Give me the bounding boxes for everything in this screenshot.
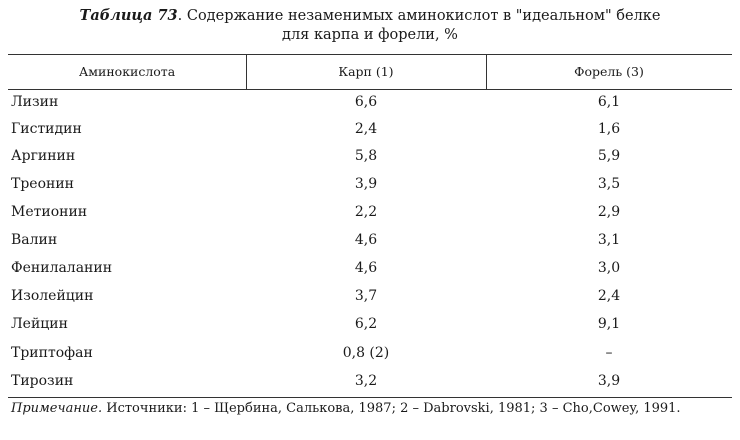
trout-value: 3,5 [597, 176, 621, 192]
trout-value: – [605, 345, 613, 361]
table-row [0, 340, 740, 367]
amino-acid-name: Лейцин [11, 316, 68, 332]
carp-value: 5,8 [354, 148, 378, 164]
amino-acid-name: Лизин [11, 94, 59, 110]
note-label: Примечание. [11, 401, 103, 416]
header-amino-acid: Аминокислота [78, 64, 176, 79]
carp-value: 2,2 [354, 204, 378, 220]
table-row [0, 227, 740, 254]
carp-value: 6,6 [354, 94, 378, 110]
trout-value: 2,4 [597, 288, 621, 304]
header-carp: Карп (1) [338, 64, 394, 79]
note-text: Источники: 1 – Щербина, Салькова, 1987; 2 – Dabrovski, 1981; 3 – Cho,Cowey, 1991. [102, 401, 681, 416]
table-bottom-rule [8, 397, 732, 398]
trout-value: 3,1 [597, 232, 621, 248]
amino-acid-name: Метионин [11, 204, 88, 220]
amino-acid-name: Валин [11, 232, 58, 248]
trout-value: 1,6 [597, 121, 621, 137]
table-row [0, 116, 740, 143]
table-row [0, 199, 740, 226]
amino-acid-name: Изолейцин [11, 288, 94, 304]
trout-value: 2,9 [597, 204, 621, 220]
amino-acid-name: Фенилаланин [11, 260, 113, 276]
trout-value: 3,9 [597, 373, 621, 389]
caption-line-1 [0, 6, 740, 26]
table-row [0, 368, 740, 395]
table-caption [0, 6, 740, 45]
table-note [11, 399, 681, 419]
carp-value: 2,4 [354, 121, 378, 137]
amino-acid-name: Гистидин [11, 121, 82, 137]
caption-text-line-2: для карпа и форели, % [282, 27, 458, 43]
header-trout: Форель (3) [574, 64, 644, 79]
table-row [0, 143, 740, 170]
amino-acid-name: Треонин [11, 176, 75, 192]
table-row [0, 89, 740, 116]
caption-text-line-1: . Содержание незаменимых аминокислот в "идеальном" белке [177, 8, 661, 24]
trout-value: 9,1 [597, 316, 621, 332]
carp-value: 4,6 [354, 232, 378, 248]
table-row [0, 311, 740, 338]
amino-acid-name: Аргинин [11, 148, 76, 164]
carp-value: 0,8 (2) [342, 345, 390, 361]
caption-label: Таблица 73 [79, 7, 178, 24]
trout-value: 3,0 [597, 260, 621, 276]
carp-value: 3,7 [354, 288, 378, 304]
trout-value: 6,1 [597, 94, 621, 110]
table-row [0, 171, 740, 198]
trout-value: 5,9 [597, 148, 621, 164]
carp-value: 3,9 [354, 176, 378, 192]
amino-acid-name: Тирозин [11, 373, 74, 389]
table-row [0, 283, 740, 310]
amino-acid-name: Триптофан [11, 345, 93, 361]
carp-value: 6,2 [354, 316, 378, 332]
carp-value: 4,6 [354, 260, 378, 276]
table-row [0, 255, 740, 282]
carp-value: 3,2 [354, 373, 378, 389]
